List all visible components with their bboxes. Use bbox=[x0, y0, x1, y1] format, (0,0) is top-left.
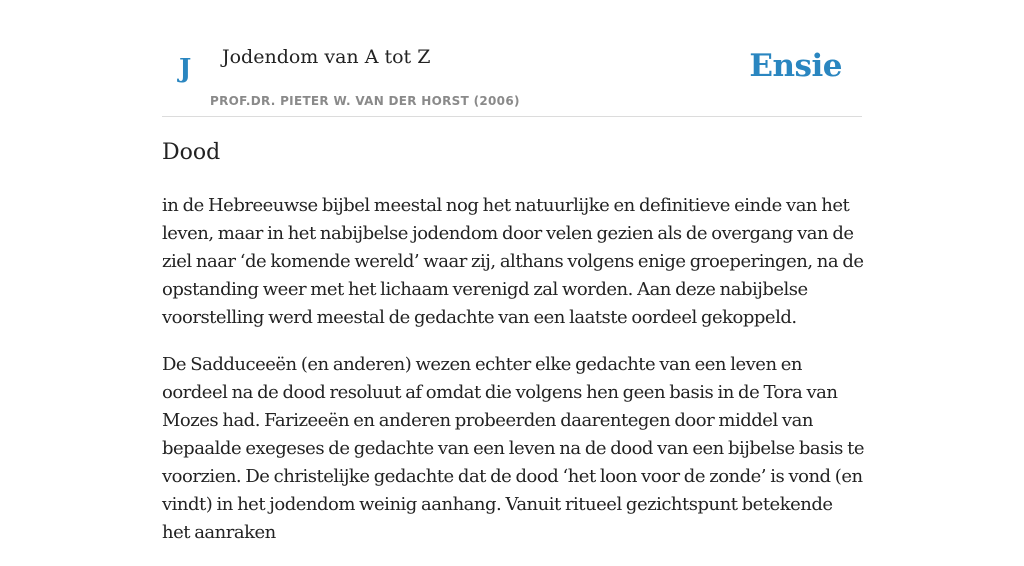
ensie-logo-link[interactable]: Ensie bbox=[749, 48, 842, 84]
book-title-link[interactable]: Jodendom van A tot Z bbox=[222, 46, 431, 68]
book-logo-icon: J bbox=[179, 54, 192, 84]
entry-content bbox=[162, 192, 864, 566]
book-author: PROF.DR. PIETER W. VAN DER HORST (2006) bbox=[210, 94, 520, 108]
entry-title: Dood bbox=[162, 140, 221, 165]
entry-paragraph: in de Hebreeuwse bijbel meestal nog het natuurlijke en definitieve einde van het leven, maar in het nabijbelse jodendom door velen gezien als de overgang van de ziel naar ‘de komende wereld’ waar zij, althans volgens enige groeperingen, na de opstanding weer met het lichaam verenigd zal worden. Aan deze nabijbelse voorstelling werd meestal de gedachte van een laatste oordeel gekoppeld. bbox=[162, 195, 864, 328]
page-header bbox=[162, 0, 862, 117]
entry-paragraph: De Sadduceeën (en anderen) wezen echter elke gedachte van een leven en oordeel na de dood resoluut af omdat die volgens hen geen basis in de Tora van Mozes had. Farizeeën en anderen probeerden daarentegen door middel van bepaalde exegeses de gedachte van een leven na de dood van een bijbelse basis te voorzien. De christelijke gedachte dat de dood ‘het loon voor de zonde’ is vond (en vindt) in het jodendom weinig aanhang. Vanuit ritueel gezichtspunt betekende het aanraken bbox=[162, 354, 864, 543]
